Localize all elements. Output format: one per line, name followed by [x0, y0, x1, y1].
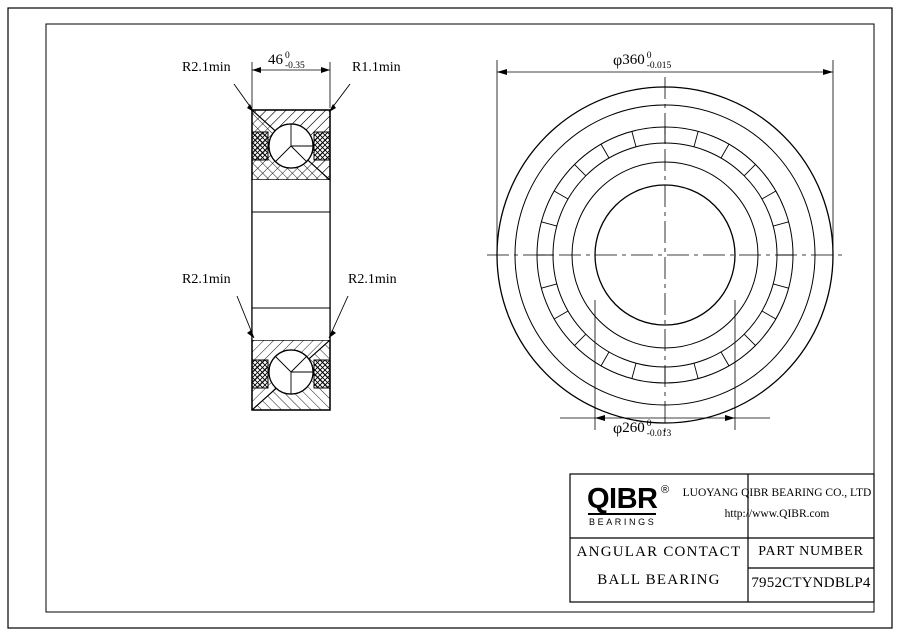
inner-tol-upper: 0 [646, 419, 652, 429]
inner-tol-lower: -0.013 [646, 428, 672, 439]
width-dimension [268, 52, 305, 72]
inner-diameter-dimension [613, 420, 671, 440]
width-tol-upper: 0 [285, 51, 290, 61]
product-line-1: ANGULAR CONTACT [576, 544, 742, 560]
phi-symbol-outer: φ [613, 52, 623, 69]
note-bottom-right: R2.1min [348, 272, 397, 287]
logo-brand: QIBR [587, 483, 658, 515]
company-name: LUOYANG QIBR BEARING CO., LTD [682, 487, 872, 499]
logo-tagline: BEARINGS [589, 517, 657, 527]
outer-tol-upper: 0 [646, 51, 652, 61]
logo-registered-icon: ® [661, 484, 670, 496]
outer-diameter-dimension [613, 52, 671, 72]
note-top-left: R2.1min [182, 60, 231, 75]
product-line-2: BALL BEARING [597, 572, 721, 588]
width-tol-lower: -0.35 [285, 60, 305, 71]
part-number-label: PART NUMBER [758, 544, 864, 559]
outer-tol-lower: -0.015 [646, 60, 672, 71]
width-dimension-value: 46 [268, 52, 283, 68]
company-website: http://www.QIBR.com [724, 508, 830, 520]
outer-diameter-value: 360 [622, 52, 645, 68]
phi-symbol-inner: φ [613, 420, 623, 437]
note-bottom-left: R2.1min [182, 272, 231, 287]
note-top-right: R1.1min [352, 60, 401, 75]
inner-diameter-value: 260 [622, 420, 645, 436]
part-number-value: 7952CTYNDBLP4 [751, 575, 871, 591]
